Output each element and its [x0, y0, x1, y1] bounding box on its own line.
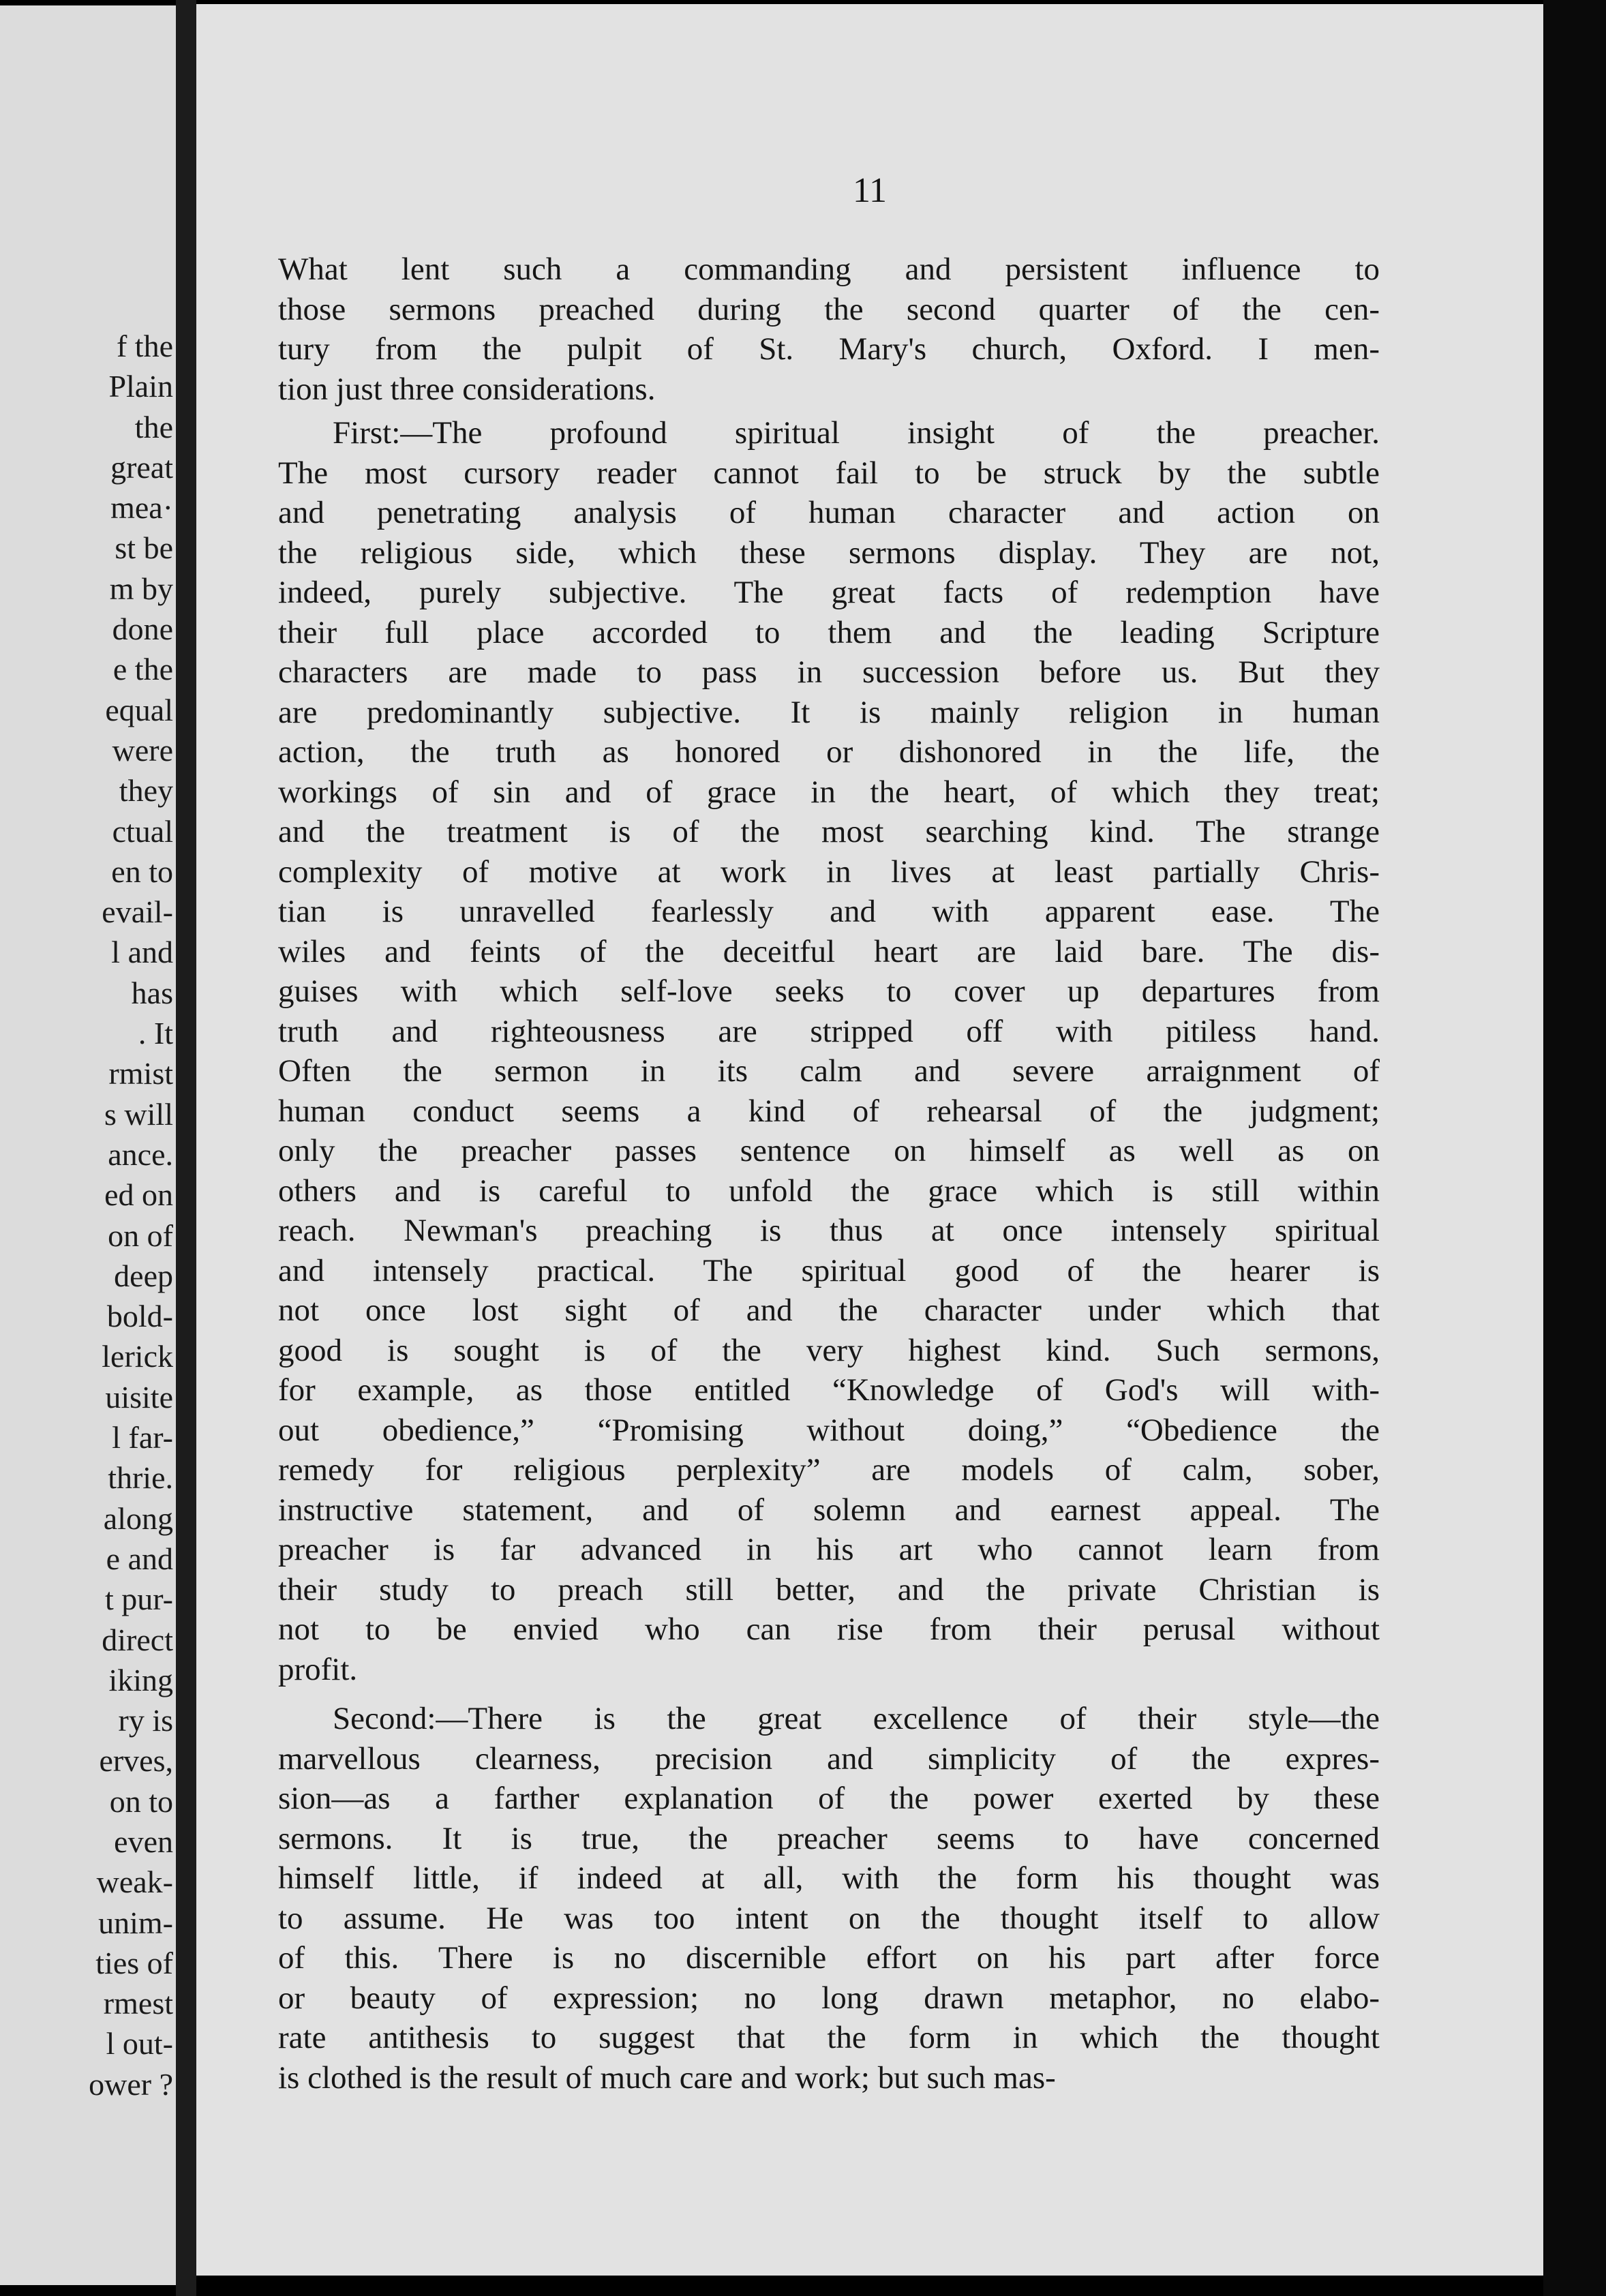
text-line: preacher is far advanced in his art who cannot learn from [278, 1532, 1380, 1567]
facing-page-line: ctual [112, 813, 173, 849]
text-line: tury from the pulpit of St. Mary's church, Oxford. I men- [278, 331, 1380, 367]
facing-page-line: l far- [112, 1420, 173, 1455]
text-line: guises with which self-love seeks to cover up departures from [278, 973, 1380, 1009]
text-line: characters are made to pass in succession before us. But they [278, 654, 1380, 690]
facing-page-line: e and [106, 1541, 173, 1576]
book-gutter [176, 0, 196, 2296]
text-line: What lent such a commanding and persistent influence to [278, 252, 1380, 287]
facing-page-line: iking [108, 1662, 173, 1697]
text-line: complexity of motive at work in lives at least partially Chris- [278, 854, 1380, 890]
text-line: Often the sermon in its calm and severe arraignment of [278, 1053, 1380, 1089]
text-line: First:—The profound spiritual insight of the preacher. [333, 415, 1380, 451]
facing-page-line: bold- [106, 1299, 173, 1334]
facing-page-line: rmest [103, 1986, 173, 2021]
text-line: of this. There is no discernible effort on his part after force [278, 1940, 1380, 1976]
text-line: rate antithesis to suggest that the form in which the thought [278, 2020, 1380, 2055]
text-line: human conduct seems a kind of rehearsal of the judgment; [278, 1093, 1380, 1129]
facing-page-line: great [110, 449, 173, 485]
text-line: workings of sin and of grace in the heart, of which they treat; [278, 774, 1380, 810]
facing-page-line: on of [108, 1218, 173, 1253]
facing-page-line: ower ? [89, 2066, 173, 2102]
text-line: to assume. He was too intent on the thought itself to allow [278, 1900, 1380, 1936]
text-line: and intensely practical. The spiritual good of the hearer is [278, 1252, 1380, 1288]
text-line: action, the truth as honored or dishonored in the life, the [278, 734, 1380, 770]
facing-page-line: ties of [95, 1945, 173, 1980]
facing-page-line: on to [109, 1783, 173, 1819]
text-line: others and is careful to unfold the grace which is still within [278, 1173, 1380, 1209]
facing-page-line: along [103, 1500, 173, 1536]
text-line: sermons. It is true, the preacher seems to have concerned [278, 1820, 1380, 1856]
text-line: tian is unravelled fearlessly and with apparent ease. The [278, 894, 1380, 929]
text-line: their full place accorded to them and the leading Scripture [278, 614, 1380, 650]
facing-page-line: evail- [102, 894, 173, 930]
text-line: wiles and feints of the deceitful heart are laid bare. The dis- [278, 933, 1380, 969]
paragraph [278, 250, 1380, 409]
text-line: their study to preach still better, and the private Christian is [278, 1571, 1380, 1607]
text-line: those sermons preached during the second quarter of the cen- [278, 291, 1380, 327]
facing-page-line: . It [138, 1016, 173, 1051]
facing-page-line: weak- [96, 1864, 173, 1900]
main-page [196, 4, 1543, 2276]
text-line: sion—as a farther explanation of the power exerted by these [278, 1781, 1380, 1816]
text-line: are predominantly subjective. It is mainly religion in human [278, 694, 1380, 730]
text-line: the religious side, which these sermons display. They are not, [278, 534, 1380, 571]
facing-page-line: even [114, 1824, 173, 1859]
page-number: 11 [852, 171, 888, 210]
facing-page-line: they [119, 773, 173, 809]
facing-page-line: deep [114, 1258, 173, 1293]
text-line: truth and righteousness are stripped off with pitiless hand. [278, 1013, 1380, 1049]
facing-page-line: equal [105, 692, 173, 727]
facing-page-line: thrie. [108, 1460, 173, 1496]
facing-page-line: t pur- [105, 1582, 173, 1617]
text-line: remedy for religious perplexity” are models of calm, sober, [278, 1452, 1380, 1487]
facing-page-line: rmist [108, 1056, 173, 1091]
facing-page-line: direct [102, 1622, 173, 1657]
facing-page-line: m by [109, 571, 173, 606]
text-line: not once lost sight of and the character under which that [278, 1293, 1380, 1328]
facing-page-line: the [134, 409, 173, 444]
facing-page-text [0, 326, 173, 2104]
facing-page-line: ed on [104, 1177, 173, 1213]
text-line: and the treatment is of the most searching kind. The strange [278, 814, 1380, 849]
text-line: instructive statement, and of solemn and earnest appeal. The [278, 1492, 1380, 1528]
facing-page-line: l and [111, 935, 173, 970]
page-body [278, 250, 1380, 2098]
facing-page-line: unim- [98, 1905, 173, 1940]
text-line: out obedience,” “Promising without doing,” “Obedience the [278, 1412, 1380, 1448]
facing-page [0, 5, 176, 2285]
facing-page-line: mea· [110, 490, 173, 526]
facing-page-line: ry is [118, 1703, 173, 1738]
text-line: good is sought is of the very highest kind. Such sermons, [278, 1332, 1380, 1368]
facing-page-line: lerick [102, 1339, 173, 1374]
facing-page-line: done [112, 611, 173, 647]
text-line: reach. Newman's preaching is thus at once intensely spiritual [278, 1213, 1380, 1248]
facing-page-line: ance. [108, 1136, 173, 1172]
text-line: profit. [278, 1651, 358, 1687]
text-line: marvellous clearness, precision and simplicity of the expres- [278, 1740, 1380, 1777]
facing-page-line: Plain [108, 369, 173, 404]
text-line: for example, as those entitled “Knowledge of God's will with- [278, 1372, 1380, 1408]
text-line: is clothed is the result of much care and work; but such mas- [278, 2059, 1056, 2096]
scan-border [1543, 0, 1606, 2296]
facing-page-line: has [131, 975, 173, 1010]
paragraph [278, 1699, 1380, 2098]
text-line: and penetrating analysis of human character and action on [278, 495, 1380, 530]
facing-page-line: were [112, 732, 173, 768]
paragraph [278, 413, 1380, 1689]
paragraph-gap [278, 1689, 1380, 1699]
text-line: indeed, purely subjective. The great facts of redemption have [278, 575, 1380, 610]
text-line: himself little, if indeed at all, with the form his thought was [278, 1860, 1380, 1896]
facing-page-line: en to [111, 854, 173, 889]
facing-page-line: e the [112, 652, 173, 687]
facing-page-line: f the [116, 329, 173, 363]
facing-page-line: erves, [99, 1743, 173, 1779]
text-line: The most cursory reader cannot fail to be struck by the subtle [278, 455, 1380, 491]
text-line: only the preacher passes sentence on himself as well as on [278, 1133, 1380, 1168]
text-line: Second:—There is the great excellence of their style—the [333, 1701, 1380, 1736]
text-line: tion just three considerations. [278, 371, 656, 407]
text-line: or beauty of expression; no long drawn metaphor, no elabo- [278, 1980, 1380, 2016]
facing-page-line: s will [104, 1096, 173, 1132]
facing-page-line: l out- [106, 2026, 173, 2061]
facing-page-line: uisite [105, 1379, 173, 1415]
text-line: not to be envied who can rise from their perusal without [278, 1612, 1380, 1647]
facing-page-line: st be [115, 530, 173, 566]
